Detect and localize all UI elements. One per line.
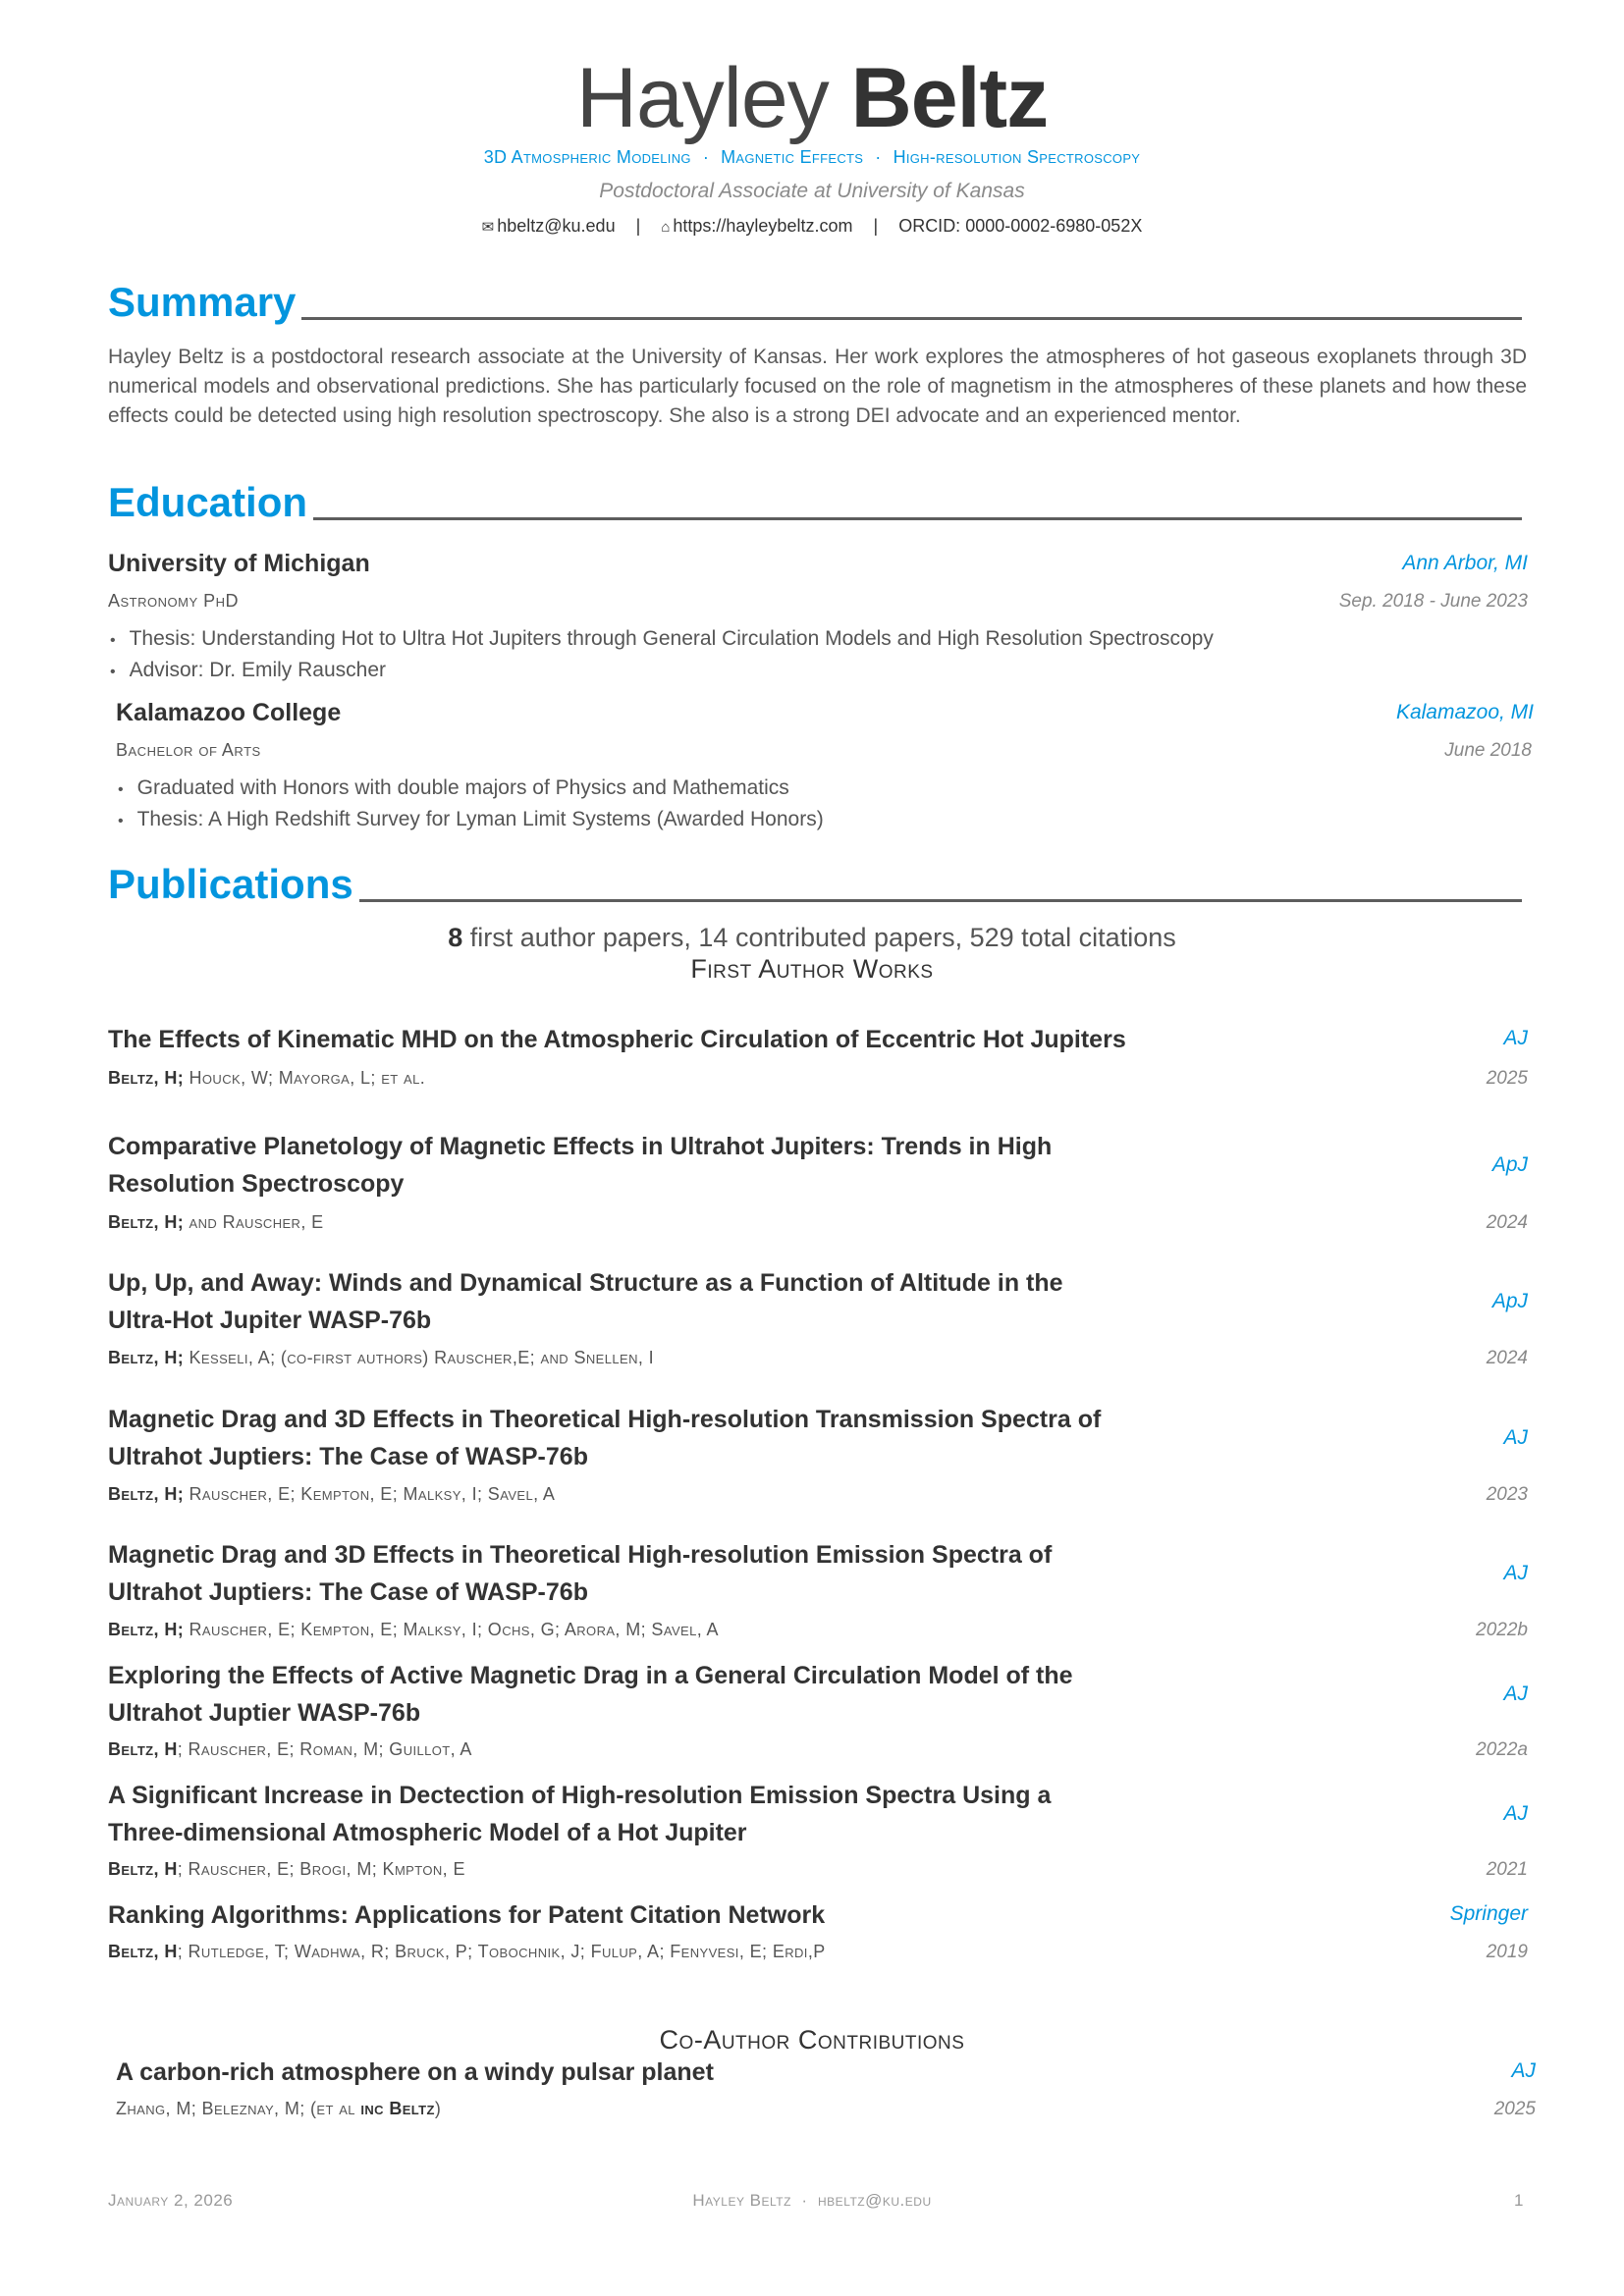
publication-title: A Significant Increase in Dectection of High-resolution Emission Spectra Using a Three-dimensional Atmospheric Model of a Hot Jupiter	[108, 1782, 1052, 1846]
publication-stats: 8 first author papers, 14 contributed papers, 529 total citations	[448, 923, 1176, 952]
footer-center: Hayley Beltz · hbeltz@ku.edu	[692, 2191, 932, 2210]
section-rule	[301, 317, 1522, 320]
publication-title: Up, Up, and Away: Winds and Dynamical Structure as a Function of Altitude in the Ultra-Hot Jupiter WASP-76b	[108, 1269, 1063, 1334]
publication-year: 2023	[1486, 1484, 1528, 1505]
degree: Bachelor of Arts	[116, 740, 261, 760]
publication-year: 2022a	[1476, 1739, 1528, 1760]
degree-dates: Sep. 2018 - June 2023	[1338, 591, 1528, 612]
list-item: • Thesis: Understanding Hot to Ultra Hot Jupiters through General Circulation Models and High Resolution Spectroscopy	[110, 624, 1214, 656]
publication-venue: ApJ	[1491, 1153, 1528, 1176]
first-name: Hayley	[575, 51, 829, 145]
publication-venue: AJ	[1503, 1027, 1528, 1049]
section-education	[108, 479, 1522, 526]
publication-authors: Beltz, H; Rauscher, E; Brogi, M; Kmpton, E	[108, 1859, 465, 1879]
section-publications	[108, 861, 1522, 908]
publication-venue: AJ	[1503, 1426, 1528, 1449]
publication-year: 2019	[1486, 1942, 1528, 1962]
section-title: Education	[108, 479, 308, 525]
section-rule	[313, 517, 1522, 520]
publication-year: 2024	[1486, 1212, 1528, 1233]
publication-year: 2025	[1486, 1068, 1528, 1089]
envelope-icon: ✉	[481, 219, 495, 236]
publication-venue: AJ	[1511, 2059, 1536, 2082]
publication-title: A carbon-rich atmosphere on a windy pulsar planet	[116, 2058, 714, 2086]
coauthor-heading: Co-Author Contributions	[659, 2025, 965, 2055]
publication-year: 2025	[1493, 2099, 1536, 2119]
publication-venue: Springer	[1449, 1902, 1528, 1925]
section-title: Publications	[108, 861, 353, 907]
publication-title: Magnetic Drag and 3D Effects in Theoretical High-resolution Emission Spectra of Ultrahot Juptiers: The Case of WASP-76b	[108, 1541, 1053, 1606]
position-title: Postdoctoral Associate at University of Kansas	[599, 180, 1025, 202]
list-item: • Thesis: A High Redshift Survey for Lyman Limit Systems (Awarded Honors)	[118, 805, 824, 836]
publication-venue: AJ	[1503, 1562, 1528, 1584]
publication-authors: Beltz, H; Kesseli, A; (co-first authors) Rauscher,E; and Snellen, I	[108, 1348, 655, 1367]
footer-page-number: 1	[1514, 2191, 1524, 2210]
publication-authors: Beltz, H; and Rauscher, E	[108, 1212, 324, 1232]
email-link[interactable]: hbeltz@ku.edu	[497, 216, 616, 236]
publication-venue: AJ	[1503, 1682, 1528, 1705]
list-item: • Graduated with Honors with double majors of Physics and Mathematics	[118, 774, 824, 805]
summary-text: Hayley Beltz is a postdoctoral research associate at the University of Kansas. Her work explores the atmospheres of hot gaseous exoplanets through 3D numerical models and observational predictions. She has particularly focused on the role of magnetism in the atmospheres of these planets and how these effects could be detected using high resolution spectroscopy. She also is a strong DEI advocate and an experienced mentor.	[108, 346, 1527, 427]
tag: 3D Atmospheric Modeling	[483, 147, 691, 167]
footer-date: January 2, 2026	[108, 2191, 234, 2210]
contact-bar: ✉ hbeltz@ku.edu | ⌂ https://hayleybeltz.com | ORCID: 0000-0002-6980-052X	[481, 216, 1143, 236]
first-author-heading: First Author Works	[690, 954, 934, 984]
publication-authors: Beltz, H; Rauscher, E; Kempton, E; Malksy, I; Savel, A	[108, 1484, 556, 1504]
tag: Magnetic Effects	[721, 147, 864, 167]
research-tags: 3D Atmospheric Modeling · Magnetic Effects · High-resolution Spectroscopy	[483, 147, 1141, 167]
publication-venue: AJ	[1503, 1802, 1528, 1825]
school-name: University of Michigan	[108, 550, 370, 577]
orcid-link[interactable]: ORCID: 0000-0002-6980-052X	[898, 216, 1143, 236]
publication-title: Comparative Planetology of Magnetic Effects in Ultrahot Jupiters: Trends in High Resolution Spectroscopy	[108, 1133, 1053, 1198]
degree-dates: June 2018	[1444, 740, 1532, 761]
name-heading	[0, 51, 1624, 145]
publication-authors: Beltz, H; Rauscher, E; Kempton, E; Malksy, I; Ochs, G; Arora, M; Savel, A	[108, 1620, 719, 1639]
tag: High-resolution Spectroscopy	[893, 147, 1141, 167]
publication-authors: Beltz, H; Rauscher, E; Roman, M; Guillot, A	[108, 1739, 472, 1759]
publication-title: Magnetic Drag and 3D Effects in Theoretical High-resolution Transmission Spectra of Ultrahot Juptiers: The Case of WASP-76b	[108, 1406, 1102, 1470]
publication-title: Ranking Algorithms: Applications for Patent Citation Network	[108, 1901, 826, 1929]
publication-authors: Beltz, H; Houck, W; Mayorga, L; et al.	[108, 1068, 426, 1088]
school-name: Kalamazoo College	[116, 699, 342, 726]
section-summary	[108, 279, 1522, 326]
last-name: Beltz	[850, 51, 1049, 145]
section-title: Summary	[108, 279, 297, 325]
section-rule	[359, 899, 1522, 902]
home-icon: ⌂	[661, 219, 671, 236]
school-location: Kalamazoo, MI	[1395, 701, 1534, 723]
education-bullets	[110, 624, 1214, 687]
publication-year: 2024	[1486, 1348, 1528, 1368]
publication-year: 2021	[1486, 1859, 1528, 1880]
publication-authors: Zhang, M; Beleznay, M; (et al inc Beltz)	[116, 2099, 442, 2118]
publication-authors: Beltz, H; Rutledge, T; Wadhwa, R; Bruck, P; Tobochnik, J; Fulup, A; Fenyvesi, E; Erdi,P	[108, 1942, 826, 1961]
publication-year: 2022b	[1476, 1620, 1528, 1640]
list-item: • Advisor: Dr. Emily Rauscher	[110, 656, 1214, 687]
degree: Astronomy PhD	[108, 591, 240, 611]
first-author-count: 8	[448, 923, 463, 952]
publication-title: The Effects of Kinematic MHD on the Atmospheric Circulation of Eccentric Hot Jupiters	[108, 1026, 1126, 1053]
website-link[interactable]: https://hayleybeltz.com	[673, 216, 853, 236]
publication-venue: ApJ	[1491, 1290, 1528, 1312]
publication-title: Exploring the Effects of Active Magnetic Drag in a General Circulation Model of the Ultrahot Juptier WASP-76b	[108, 1662, 1073, 1727]
school-location: Ann Arbor, MI	[1402, 552, 1528, 574]
education-bullets	[118, 774, 824, 836]
